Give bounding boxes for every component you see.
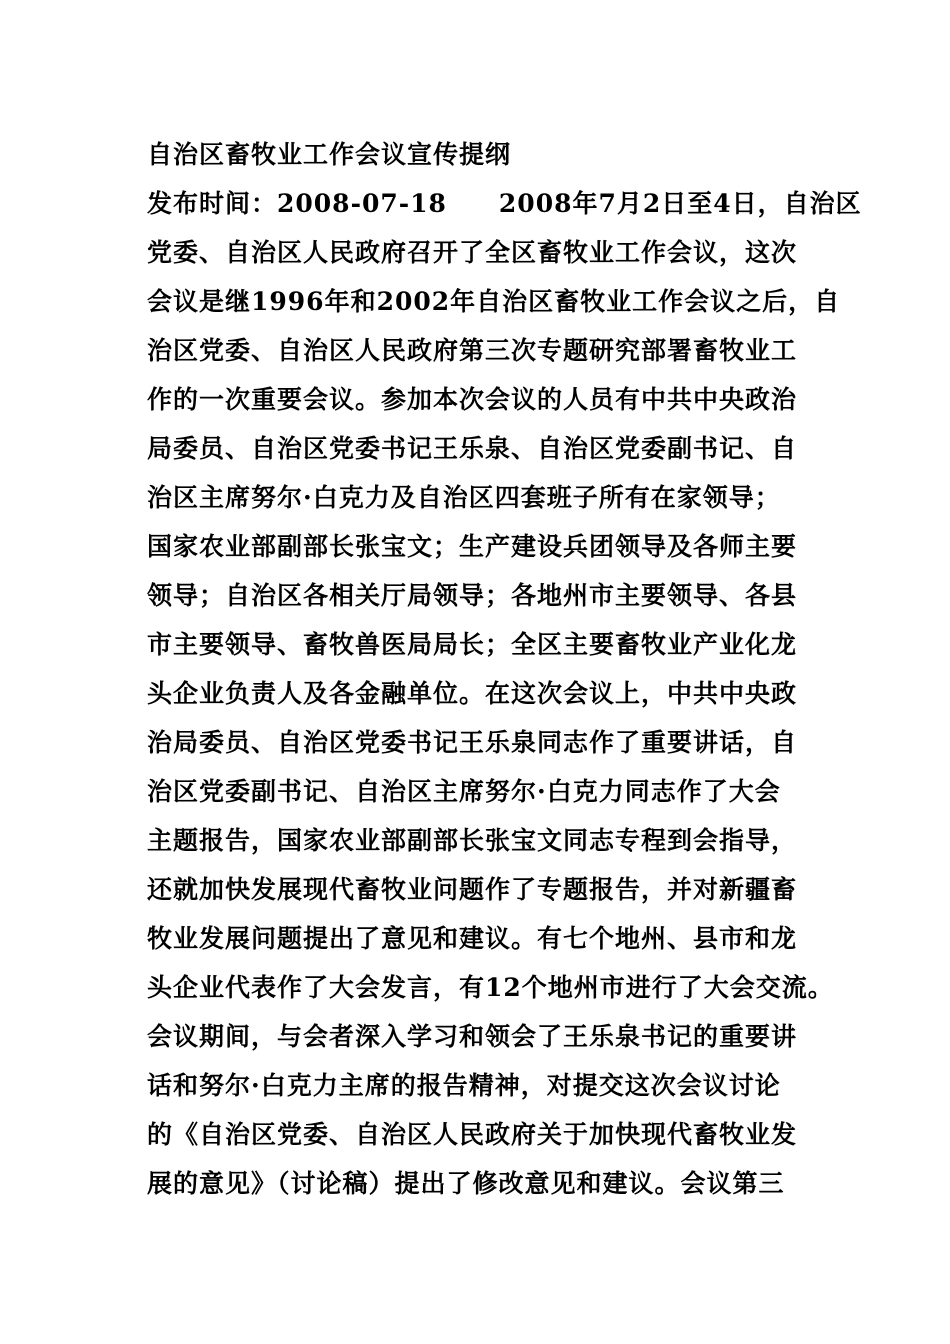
text-line: 治区党委、自治区人民政府第三次专题研究部署畜牧业工 bbox=[147, 336, 798, 365]
text-line: 市主要领导、畜牧兽医局局长；全区主要畜牧业产业化龙 bbox=[147, 630, 798, 659]
text-line: 的《自治区党委、自治区人民政府关于加快现代畜牧业发 bbox=[147, 1120, 798, 1149]
text-line: 展的意见》（讨论稿）提出了修改意见和建议。会议第三 bbox=[147, 1169, 785, 1198]
text-line: 主题报告，国家农业部副部长张宝文同志专程到会指导， bbox=[147, 826, 798, 855]
text-line: 局委员、自治区党委书记王乐泉、自治区党委副书记、自 bbox=[147, 434, 798, 463]
text-line: 牧业发展问题提出了意见和建议。有七个地州、县市和龙 bbox=[147, 924, 798, 953]
text-line: 还就加快发展现代畜牧业问题作了专题报告，并对新疆畜 bbox=[147, 875, 798, 904]
text-line: 治区党委副书记、自治区主席努尔·白克力同志作了大会 bbox=[147, 777, 781, 806]
text-line: 话和努尔·白克力主席的报告精神，对提交这次会议讨论 bbox=[147, 1071, 781, 1100]
text-line: 治局委员、自治区党委书记王乐泉同志作了重要讲话，自 bbox=[147, 728, 798, 757]
text-line: 头企业负责人及各金融单位。在这次会议上，中共中央政 bbox=[147, 679, 798, 708]
text-line: 会议是继1996年和2002年自治区畜牧业工作会议之后，自 bbox=[147, 287, 841, 316]
document-body bbox=[147, 130, 862, 1208]
text-line: 作的一次重要会议。参加本次会议的人员有中共中央政治 bbox=[147, 385, 798, 414]
text-line: 领导；自治区各相关厅局领导；各地州市主要领导、各县 bbox=[147, 581, 798, 610]
text-line: 治区主席努尔·白克力及自治区四套班子所有在家领导； bbox=[147, 483, 781, 512]
document-title: 自治区畜牧业工作会议宣传提纲 bbox=[147, 140, 512, 169]
text-line: 头企业代表作了大会发言，有12个地州市进行了大会交流。 bbox=[147, 973, 834, 1002]
text-line: 国家农业部副部长张宝文；生产建设兵团领导及各师主要 bbox=[147, 532, 798, 561]
text-line: 发布时间：2008-07-18 2008年7月2日至4日，自治区 bbox=[147, 189, 862, 218]
text-line: 会议期间，与会者深入学习和领会了王乐泉书记的重要讲 bbox=[147, 1022, 798, 1051]
text-line: 党委、自治区人民政府召开了全区畜牧业工作会议，这次 bbox=[147, 238, 798, 267]
